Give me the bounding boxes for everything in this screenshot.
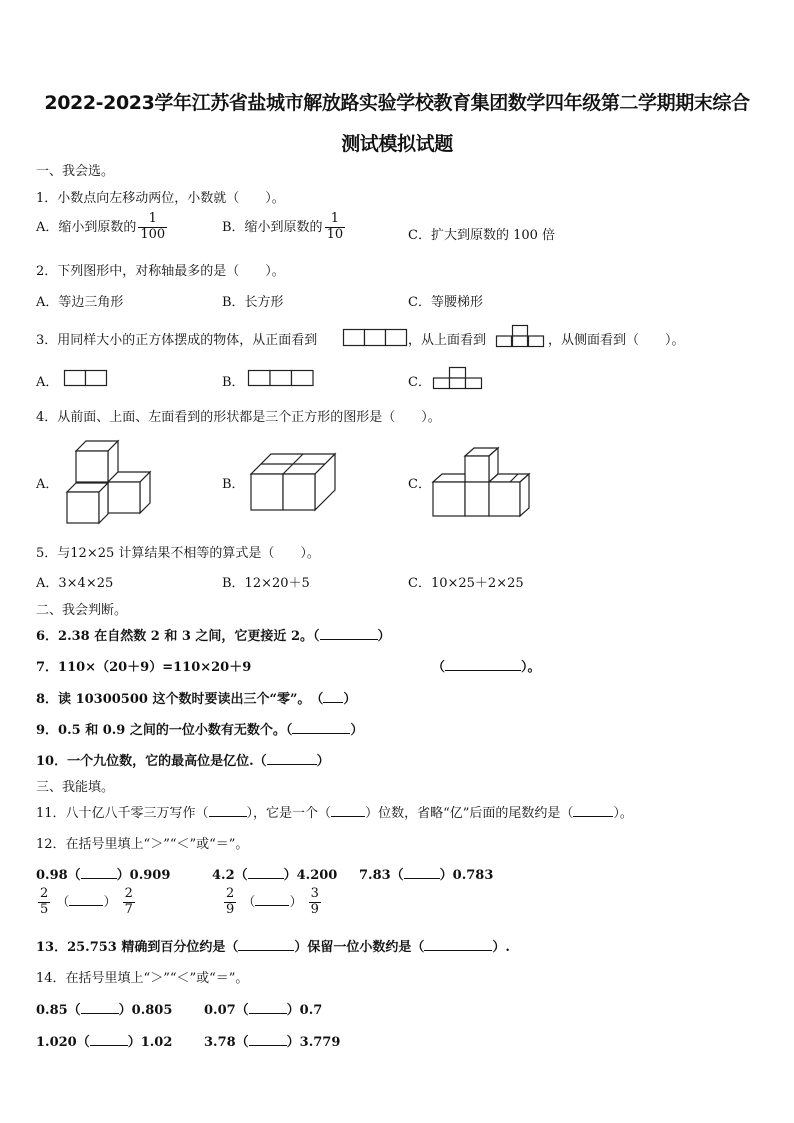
q7-answer: （ ）。 <box>432 660 541 675</box>
q12-f1-numerator: 2 <box>40 886 49 901</box>
q4-stem: 4．从前面、上面、左面看到的形状都是三个正方形的图形是（ ）。 <box>36 410 441 425</box>
q9 <box>36 719 363 738</box>
section-2-heading: 二、我会判断。 <box>36 603 128 618</box>
q1-a-fraction <box>138 212 167 243</box>
q2-option-c: C．等腰梯形 <box>408 295 483 310</box>
q12-r2-blank-1[interactable] <box>69 894 103 906</box>
q10-close: ） <box>316 754 330 769</box>
q13-blank-1[interactable] <box>238 939 294 951</box>
q11-part-b: ），它是一个（ <box>246 806 332 821</box>
q2-option-b: B．长方形 <box>222 295 284 310</box>
q1-option-c: C．扩大到原数的 100 倍 <box>408 228 556 243</box>
q12-fraction-3 <box>224 887 236 918</box>
q7-close: ）。 <box>521 660 541 675</box>
q2-stem: 2．下列图形中，对称轴最多的是（ ）。 <box>36 264 285 279</box>
q3-option-b-figure <box>248 370 314 386</box>
q1-b-label: B．缩小到原数的 <box>222 219 323 235</box>
q3-option-a-figure <box>64 370 108 386</box>
q11-blank-2[interactable] <box>331 805 365 817</box>
q9-close: ） <box>350 723 364 738</box>
q11-blank-1[interactable] <box>209 805 247 817</box>
q12-r1-c-right: ）0.783 <box>439 868 494 883</box>
q1-stem: 1．小数点向左移动两位，小数就（ ）。 <box>36 191 285 206</box>
q12-r1-b-left: 4.2（ <box>212 868 248 883</box>
q12-fraction-4 <box>309 887 321 918</box>
q14-r1-blank-1[interactable] <box>81 1002 119 1014</box>
q14-r2-blank-1[interactable] <box>90 1034 128 1046</box>
q1-b-fraction <box>325 212 346 243</box>
q12-r2-a-lparen: （ <box>56 894 70 910</box>
q6-text: 6．2.38 在自然数 2 和 3 之间，它更接近 2。（ <box>36 629 320 644</box>
q14-r2-a-right: ）1.02 <box>127 1035 173 1050</box>
q5-option-b: B．12×20＋5 <box>222 576 310 591</box>
q14-row-2-b <box>204 1031 340 1050</box>
q7-answer-blank[interactable] <box>445 659 521 671</box>
q5-stem: 5．与12×25 计算结果不相等的算式是（ ）。 <box>36 546 320 561</box>
q4-option-a: A． <box>36 477 59 492</box>
q12-f4-numerator: 3 <box>310 886 319 901</box>
q14-row-1-a <box>36 999 172 1018</box>
q11-blank-3[interactable] <box>573 805 613 817</box>
q12-fraction-2 <box>123 887 135 918</box>
q14-r1-blank-2[interactable] <box>249 1002 287 1014</box>
q13-part-a: 13．25.753 精确到百分位约是（ <box>36 940 239 955</box>
q12-r2-a-rparen: ） <box>103 894 117 910</box>
title-line-2: 测试模拟试题 <box>341 133 453 155</box>
q14-r1-a-left: 0.85（ <box>36 1003 81 1018</box>
q12-f4-denominator: 9 <box>310 901 319 917</box>
q14-stem: 14．在括号里填上“＞”“＜”或“＝”。 <box>36 971 249 986</box>
q3-stem-part-2: ，从上面看到 <box>408 333 487 348</box>
q5-option-a: A．3×4×25 <box>36 576 114 591</box>
q14-r2-b-right: ）3.779 <box>286 1035 341 1050</box>
q3-option-c-figure <box>433 367 483 389</box>
q2-option-a: A．等边三角形 <box>36 295 124 310</box>
q13-part-b: ）保留一位小数约是（ <box>294 940 425 955</box>
q12-r1-c-left: 7.83（ <box>359 868 404 883</box>
q1-b-numerator: 1 <box>325 212 346 228</box>
q9-text: 9．0.5 和 0.9 之间的一位小数有无数个。（ <box>36 723 293 738</box>
q12-fraction-1 <box>38 887 50 918</box>
q12-r2-b-lparen: （ <box>242 894 256 910</box>
q12-r1-blank-3[interactable] <box>404 867 440 879</box>
section-3-heading: 三、我能填。 <box>36 780 115 795</box>
q12-row-2-b <box>222 887 323 918</box>
q3-option-a: A． <box>36 375 59 390</box>
q6-answer-blank[interactable] <box>320 628 378 640</box>
q14-r1-b-left: 0.07（ <box>204 1003 249 1018</box>
q10-answer-blank[interactable] <box>267 753 317 765</box>
q14-r1-b-right: ）0.7 <box>286 1003 323 1018</box>
section-1-heading: 一、我会选。 <box>36 164 115 179</box>
q12-r1-blank-1[interactable] <box>81 867 117 879</box>
q1-a-label: A．缩小到原数的 <box>36 219 137 235</box>
q3-option-c: C． <box>408 375 431 390</box>
q12-row-2-a <box>36 887 137 918</box>
q8-text: 8．读 10300500 这个数时要读出三个“零”。 （ <box>36 692 324 707</box>
q13-blank-2[interactable] <box>424 939 492 951</box>
q1-a-numerator: 1 <box>138 212 167 228</box>
q12-row-1-b <box>212 864 337 883</box>
q8 <box>36 688 356 707</box>
q3-top-view-figure <box>496 325 544 347</box>
q12-row-1-c <box>359 864 493 883</box>
q14-r2-blank-2[interactable] <box>249 1034 287 1046</box>
q9-answer-blank[interactable] <box>292 722 350 734</box>
q4-option-c-figure <box>432 447 530 517</box>
q3-stem-part-1: 3．用同样大小的正方体摆成的物体，从正面看到 <box>36 333 318 348</box>
q11-part-c: ）位数，省略“亿”后面的尾数约是（ <box>365 806 574 821</box>
q14-row-1-b <box>204 999 322 1018</box>
q12-f3-numerator: 2 <box>226 886 235 901</box>
q14-row-2-a <box>36 1031 172 1050</box>
q10 <box>36 750 330 769</box>
title-line-1: 2022-2023学年江苏省盐城市解放路实验学校教育集团数学四年级第二学期期末综合 <box>44 92 750 114</box>
q3-front-view-figure <box>343 329 407 346</box>
q4-option-a-figure <box>66 440 154 524</box>
q10-text: 10．一个九位数，它的最高位是亿位.（ <box>36 754 267 769</box>
q12-stem: 12．在括号里填上“＞”“＜”或“＝”。 <box>36 837 249 852</box>
q12-r2-blank-2[interactable] <box>255 894 289 906</box>
q11 <box>36 802 633 821</box>
q4-option-c: C． <box>408 477 431 492</box>
q12-r1-a-right: ）0.909 <box>116 868 171 883</box>
q6-close: ） <box>377 629 391 644</box>
q1-b-denominator: 10 <box>326 226 344 242</box>
q12-r1-blank-2[interactable] <box>248 867 284 879</box>
q12-r2-b-rparen: ） <box>289 894 303 910</box>
q6 <box>36 625 391 644</box>
q5-option-c: C．10×25＋2×25 <box>408 576 524 591</box>
q12-r1-a-left: 0.98（ <box>36 868 81 883</box>
q13 <box>36 936 510 955</box>
q12-r1-b-right: ）4.200 <box>283 868 338 883</box>
q1-a-denominator: 100 <box>140 226 166 242</box>
q12-f2-numerator: 2 <box>124 886 133 901</box>
q1-option-a <box>36 212 169 243</box>
q1-option-b <box>222 212 347 243</box>
q7-text: 7．110×（20＋9）=110×20＋9 <box>36 660 252 675</box>
q12-f1-denominator: 5 <box>40 901 49 917</box>
q11-part-a: 11．八十亿八千零三万写作（ <box>36 806 209 821</box>
q4-option-b-figure <box>250 453 336 511</box>
q11-part-d: ）。 <box>613 806 633 821</box>
q13-part-c: ）. <box>492 940 510 955</box>
q12-f2-denominator: 7 <box>124 901 133 917</box>
q8-answer-blank[interactable] <box>323 691 343 703</box>
q14-r2-a-left: 1.020（ <box>36 1035 90 1050</box>
q3-stem-part-3: ，从侧面看到（ ）。 <box>548 333 685 348</box>
q12-row-1 <box>36 864 170 883</box>
q12-f3-denominator: 9 <box>226 901 235 917</box>
q3-option-b: B． <box>222 375 245 390</box>
q14-r1-a-right: ）0.805 <box>118 1003 173 1018</box>
q8-close: ） <box>343 692 357 707</box>
q14-r2-b-left: 3.78（ <box>204 1035 249 1050</box>
q4-option-b: B． <box>222 477 245 492</box>
